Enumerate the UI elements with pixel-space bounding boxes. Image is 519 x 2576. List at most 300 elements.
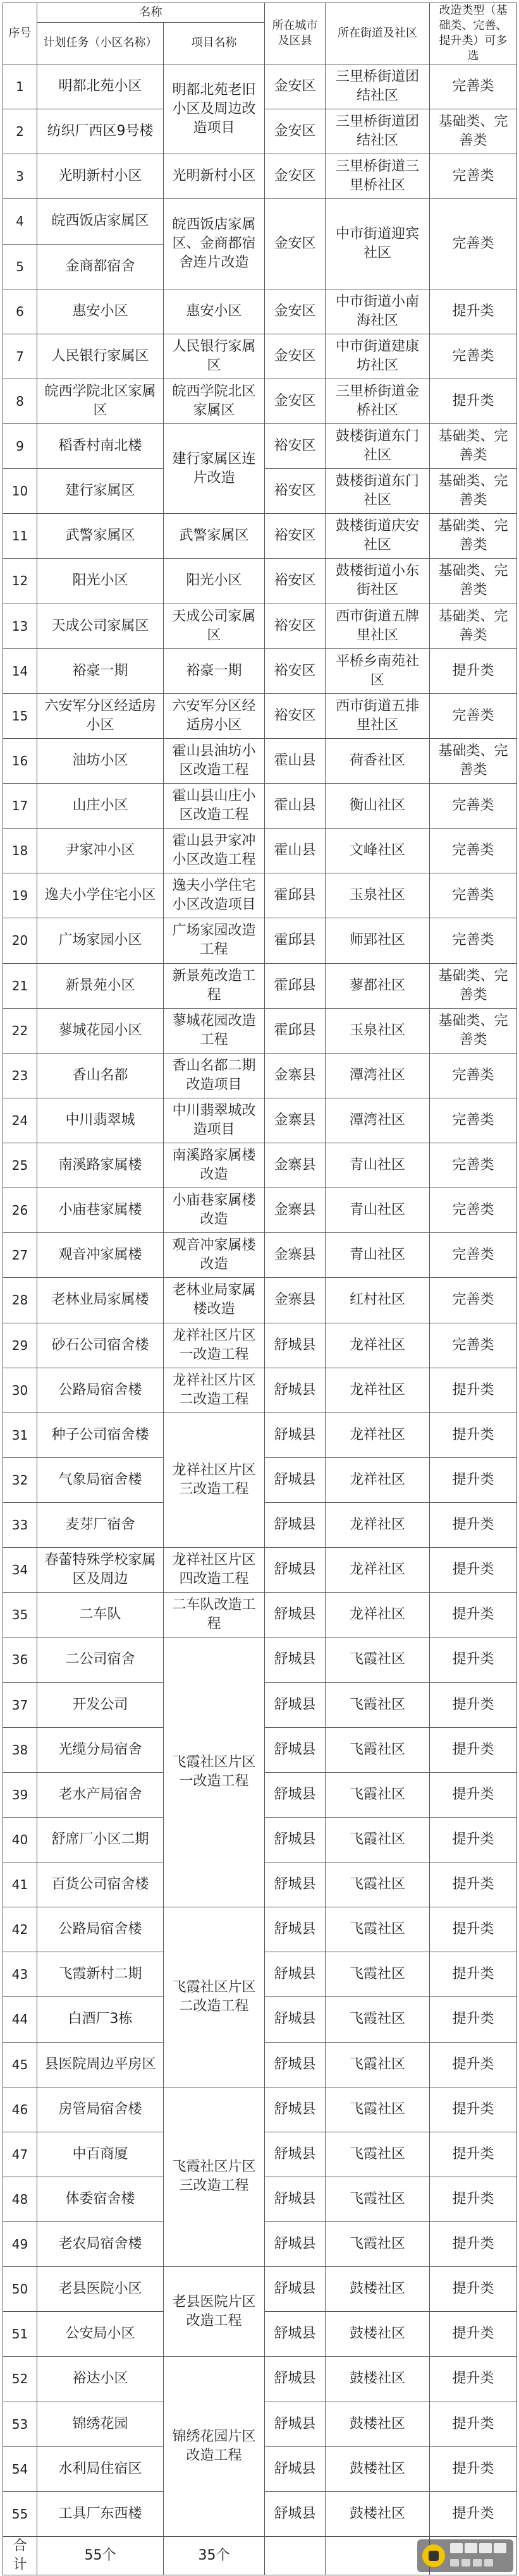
row-type: 完善类 [430, 918, 517, 963]
row-type: 基础类、完善类 [430, 469, 517, 514]
row-task-name: 房管局宿舍楼 [37, 2087, 164, 2132]
row-street: 文峰社区 [326, 829, 430, 873]
row-city: 裕安区 [265, 648, 326, 693]
row-project-name: 中川翡翠城改造项目 [164, 1098, 265, 1143]
table-row [3, 1008, 517, 1053]
row-street: 荷香社区 [326, 738, 430, 783]
row-project-name: 霍山县山庄小区改造工程 [164, 784, 265, 829]
row-type: 完善类 [430, 1323, 517, 1368]
row-seq: 10 [3, 469, 37, 514]
row-street: 龙祥社区 [326, 1593, 430, 1637]
row-project-name: 观音冲家属楼改造 [164, 1233, 265, 1278]
table-row [3, 1053, 517, 1098]
row-task-name: 尹家冲小区 [37, 829, 164, 873]
row-city: 舒城县 [265, 2312, 326, 2357]
row-seq: 18 [3, 829, 37, 873]
row-street: 红村社区 [326, 1278, 430, 1323]
row-task-name: 老林业局家属楼 [37, 1278, 164, 1323]
watermark-badge [417, 2539, 513, 2572]
row-type: 提升类 [430, 1952, 517, 1997]
row-task-name: 光缆分局宿舍 [37, 1727, 164, 1772]
row-seq: 30 [3, 1368, 37, 1413]
row-type: 基础类、完善类 [430, 1008, 517, 1053]
row-project-name: 裕豪一期 [164, 648, 265, 693]
table-row [3, 918, 517, 963]
table-row [3, 1188, 517, 1233]
row-seq: 41 [3, 1862, 37, 1907]
table-header [3, 3, 517, 64]
row-task-name: 体委宿舍楼 [37, 2177, 164, 2221]
header-street: 所在街道及社区 [326, 3, 430, 64]
row-street: 鼓楼社区 [326, 2446, 430, 2491]
row-seq: 53 [3, 2402, 37, 2446]
table-row [3, 784, 517, 829]
row-type: 完善类 [430, 1233, 517, 1278]
row-street: 鼓楼社区 [326, 2491, 430, 2536]
row-seq: 3 [3, 154, 37, 199]
row-street: 飞霞社区 [326, 1817, 430, 1862]
row-street: 潭湾社区 [326, 1098, 430, 1143]
table-row [3, 2087, 517, 2132]
row-task-name: 武警家属区 [37, 514, 164, 559]
row-city: 霍山县 [265, 738, 326, 783]
row-seq: 14 [3, 648, 37, 693]
header-name-group: 名称 [37, 3, 265, 23]
table-row [3, 1368, 517, 1413]
row-city: 金寨县 [265, 1053, 326, 1098]
row-street: 中市街道建康坊社区 [326, 334, 430, 379]
row-task-name: 开发公司 [37, 1682, 164, 1727]
row-street: 中市街道小南海社区 [326, 289, 430, 334]
row-task-name: 建行家属区 [37, 469, 164, 514]
row-task-name: 小庙巷家属楼 [37, 1188, 164, 1233]
row-street: 飞霞社区 [326, 1907, 430, 1952]
row-street: 飞霞社区 [326, 2132, 430, 2177]
row-project-name: 锦绣花园片区改造工程 [164, 2357, 265, 2537]
row-task-name: 逸夫小学住宅小区 [37, 873, 164, 918]
row-street: 青山社区 [326, 1188, 430, 1233]
row-project-name: 蓼城花园改造工程 [164, 1008, 265, 1053]
row-seq: 55 [3, 2491, 37, 2536]
row-project-name: 龙祥社区片区二改造工程 [164, 1368, 265, 1413]
row-street: 飞霞社区 [326, 1772, 430, 1817]
row-city: 霍邱县 [265, 918, 326, 963]
table-row [3, 559, 517, 604]
table-row [3, 64, 517, 109]
row-city: 舒城县 [265, 2132, 326, 2177]
row-task-name: 广场家园小区 [37, 918, 164, 963]
table-row [3, 154, 517, 199]
row-city: 金安区 [265, 199, 326, 289]
row-task-name: 麦芽厂宿舍 [37, 1503, 164, 1548]
row-city: 霍邱县 [265, 1008, 326, 1053]
total-projects: 35个 [164, 2537, 265, 2575]
row-seq: 34 [3, 1548, 37, 1593]
row-type: 提升类 [430, 1907, 517, 1952]
row-seq: 51 [3, 2312, 37, 2357]
row-task-name: 人民银行家属区 [37, 334, 164, 379]
row-street: 飞霞社区 [326, 1952, 430, 1997]
row-seq: 22 [3, 1008, 37, 1053]
row-city: 金安区 [265, 154, 326, 199]
table-row [3, 738, 517, 783]
table-row [3, 1637, 517, 1682]
table-row [3, 963, 517, 1008]
row-city: 霍山县 [265, 829, 326, 873]
row-street: 鼓楼街道庆安社区 [326, 514, 430, 559]
row-city: 裕安区 [265, 469, 326, 514]
row-street: 玉泉社区 [326, 1008, 430, 1053]
row-task-name: 工具厂东西楼 [37, 2491, 164, 2536]
row-project-name: 飞霞社区片区一改造工程 [164, 1637, 265, 1907]
row-project-name: 光明新村小区 [164, 154, 265, 199]
row-project-name: 建行家属区连片改造 [164, 424, 265, 514]
row-seq: 8 [3, 379, 37, 423]
row-type: 完善类 [430, 199, 517, 289]
row-city: 舒城县 [265, 1593, 326, 1637]
row-street: 西市街道五牌里社区 [326, 604, 430, 648]
row-city: 舒城县 [265, 2087, 326, 2132]
row-task-name: 纺织厂西区9号楼 [37, 109, 164, 154]
row-street: 西市街道五排里社区 [326, 693, 430, 738]
row-street: 中市街道迎宾社区 [326, 199, 430, 289]
row-type: 提升类 [430, 1772, 517, 1817]
row-project-name: 龙祥社区片区三改造工程 [164, 1413, 265, 1547]
row-type: 完善类 [430, 334, 517, 379]
row-task-name: 水利局住宿区 [37, 2446, 164, 2491]
row-seq: 42 [3, 1907, 37, 1952]
row-task-name: 南溪路家属楼 [37, 1143, 164, 1188]
row-city: 舒城县 [265, 1817, 326, 1862]
row-type: 完善类 [430, 1188, 517, 1233]
row-task-name: 金商都宿舍 [37, 244, 164, 289]
row-street: 鼓楼社区 [326, 2312, 430, 2357]
row-city: 舒城县 [265, 2402, 326, 2446]
row-type: 提升类 [430, 2267, 517, 2312]
row-task-name: 阳光小区 [37, 559, 164, 604]
row-task-name: 公路局宿舍楼 [37, 1368, 164, 1413]
row-project-name: 武警家属区 [164, 514, 265, 559]
row-type: 基础类、完善类 [430, 424, 517, 469]
row-task-name: 皖西学院北区家属区 [37, 379, 164, 423]
row-city: 金寨县 [265, 1098, 326, 1143]
row-city: 金安区 [265, 64, 326, 109]
row-street: 鼓楼社区 [326, 2267, 430, 2312]
row-street: 龙祥社区 [326, 1548, 430, 1593]
row-task-name: 天成公司家属区 [37, 604, 164, 648]
row-type: 完善类 [430, 829, 517, 873]
row-task-name: 气象局宿舍楼 [37, 1457, 164, 1502]
row-task-name: 稻香村南北楼 [37, 424, 164, 469]
table-row [3, 1907, 517, 1952]
row-street: 龙祥社区 [326, 1413, 430, 1457]
table-row [3, 873, 517, 918]
row-seq: 46 [3, 2087, 37, 2132]
row-city: 舒城县 [265, 1503, 326, 1548]
row-street: 鼓楼街道小东街社区 [326, 559, 430, 604]
row-project-name: 六安军分区经适房小区 [164, 693, 265, 738]
table-row [3, 693, 517, 738]
row-type: 提升类 [430, 2357, 517, 2402]
row-city: 舒城县 [265, 1368, 326, 1413]
row-type: 提升类 [430, 1682, 517, 1727]
total-empty-cell [326, 2537, 430, 2575]
row-city: 舒城县 [265, 1772, 326, 1817]
row-seq: 31 [3, 1413, 37, 1457]
row-seq: 21 [3, 963, 37, 1008]
row-type: 基础类、完善类 [430, 738, 517, 783]
row-street: 龙祥社区 [326, 1503, 430, 1548]
row-street: 飞霞社区 [326, 1637, 430, 1682]
table-row [3, 1413, 517, 1457]
row-type: 提升类 [430, 2312, 517, 2357]
row-project-name: 龙祥社区片区四改造工程 [164, 1548, 265, 1593]
row-seq: 44 [3, 1997, 37, 2042]
total-empty-cell [265, 2537, 326, 2575]
row-type: 完善类 [430, 1143, 517, 1188]
row-city: 霍山县 [265, 784, 326, 829]
row-type: 提升类 [430, 2042, 517, 2087]
row-task-name: 舒席厂小区二期 [37, 1817, 164, 1862]
row-street: 飞霞社区 [326, 1862, 430, 1907]
row-task-name: 二车队 [37, 1593, 164, 1637]
row-task-name: 中川翡翠城 [37, 1098, 164, 1143]
row-type: 基础类、完善类 [430, 109, 517, 154]
row-city: 舒城县 [265, 1907, 326, 1952]
row-seq: 50 [3, 2267, 37, 2312]
table-row [3, 199, 517, 244]
row-seq: 16 [3, 738, 37, 783]
row-project-name: 老县医院片区改造工程 [164, 2267, 265, 2357]
row-seq: 32 [3, 1457, 37, 1502]
total-label: 合计 [3, 2537, 37, 2575]
table-row [3, 1278, 517, 1323]
row-task-name: 锦绣花园 [37, 2402, 164, 2446]
row-seq: 39 [3, 1772, 37, 1817]
row-city: 舒城县 [265, 1727, 326, 1772]
row-street: 三里桥街道团结社区 [326, 64, 430, 109]
table-row [3, 334, 517, 379]
row-street: 三里桥街道团结社区 [326, 109, 430, 154]
row-city: 舒城县 [265, 1548, 326, 1593]
row-task-name: 公安局小区 [37, 2312, 164, 2357]
row-type: 提升类 [430, 289, 517, 334]
row-type: 提升类 [430, 2491, 517, 2536]
row-seq: 11 [3, 514, 37, 559]
row-task-name: 二公司宿舍 [37, 1637, 164, 1682]
row-type: 提升类 [430, 648, 517, 693]
row-seq: 29 [3, 1323, 37, 1368]
row-type: 基础类、完善类 [430, 514, 517, 559]
row-project-name: 香山名都二期改造项目 [164, 1053, 265, 1098]
header-type: 改造类型（基础类、完善、提升类）可多选 [430, 3, 517, 64]
row-project-name: 阳光小区 [164, 559, 265, 604]
row-task-name: 光明新村小区 [37, 154, 164, 199]
row-project-name: 逸夫小学住宅小区改造项目 [164, 873, 265, 918]
row-type: 完善类 [430, 784, 517, 829]
row-type: 提升类 [430, 379, 517, 423]
row-task-name: 春蕾特殊学校家属区及周边 [37, 1548, 164, 1593]
row-seq: 17 [3, 784, 37, 829]
row-street: 飞霞社区 [326, 2177, 430, 2221]
row-seq: 47 [3, 2132, 37, 2177]
row-type: 完善类 [430, 693, 517, 738]
row-seq: 33 [3, 1503, 37, 1548]
row-task-name: 百货公司宿舍楼 [37, 1862, 164, 1907]
table-row [3, 829, 517, 873]
row-project-name: 惠安小区 [164, 289, 265, 334]
row-city: 霍邱县 [265, 873, 326, 918]
row-task-name: 山庄小区 [37, 784, 164, 829]
row-seq: 20 [3, 918, 37, 963]
row-city: 裕安区 [265, 424, 326, 469]
app-logo-icon [422, 2544, 445, 2567]
row-type: 基础类、完善类 [430, 559, 517, 604]
row-seq: 54 [3, 2446, 37, 2491]
row-task-name: 六安军分区经适房小区 [37, 693, 164, 738]
row-task-name: 砂石公司宿舍楼 [37, 1323, 164, 1368]
row-city: 裕安区 [265, 514, 326, 559]
row-street: 飞霞社区 [326, 1682, 430, 1727]
row-street: 龙祥社区 [326, 1368, 430, 1413]
row-street: 三里桥街道金桥社区 [326, 379, 430, 423]
row-street: 三里桥街道三里桥社区 [326, 154, 430, 199]
row-street: 潭湾社区 [326, 1053, 430, 1098]
watermark-logo-text [450, 2543, 511, 2555]
row-type: 提升类 [430, 2087, 517, 2132]
row-task-name: 老县医院小区 [37, 2267, 164, 2312]
table-row [3, 1593, 517, 1637]
row-seq: 23 [3, 1053, 37, 1098]
table-row [3, 2357, 517, 2402]
row-type: 基础类、完善类 [430, 604, 517, 648]
row-seq: 19 [3, 873, 37, 918]
row-city: 舒城县 [265, 2267, 326, 2312]
row-street: 龙祥社区 [326, 1457, 430, 1502]
row-seq: 43 [3, 1952, 37, 1997]
row-task-name: 皖西饭店家属区 [37, 199, 164, 244]
row-city: 舒城县 [265, 1637, 326, 1682]
row-type: 提升类 [430, 2446, 517, 2491]
row-seq: 5 [3, 244, 37, 289]
row-seq: 49 [3, 2222, 37, 2267]
row-city: 金寨县 [265, 1143, 326, 1188]
row-task-name: 裕豪一期 [37, 648, 164, 693]
header-city: 所在城市及区县 [265, 3, 326, 64]
row-task-name: 老水产局宿舍 [37, 1772, 164, 1817]
table-row [3, 2267, 517, 2312]
row-task-name: 新景苑小区 [37, 963, 164, 1008]
row-seq: 36 [3, 1637, 37, 1682]
row-seq: 13 [3, 604, 37, 648]
row-type: 提升类 [430, 1413, 517, 1457]
row-street: 飞霞社区 [326, 2042, 430, 2087]
row-city: 裕安区 [265, 559, 326, 604]
row-city: 舒城县 [265, 2491, 326, 2536]
table-row [3, 604, 517, 648]
row-street: 玉泉社区 [326, 873, 430, 918]
row-street: 青山社区 [326, 1143, 430, 1188]
row-city: 金安区 [265, 109, 326, 154]
row-seq: 28 [3, 1278, 37, 1323]
row-project-name: 广场家园改造工程 [164, 918, 265, 963]
row-seq: 2 [3, 109, 37, 154]
row-type: 提升类 [430, 1817, 517, 1862]
row-city: 舒城县 [265, 2357, 326, 2402]
row-type: 提升类 [430, 2402, 517, 2446]
row-seq: 45 [3, 2042, 37, 2087]
row-street: 鼓楼街道东门社区 [326, 424, 430, 469]
row-street: 鼓楼社区 [326, 2357, 430, 2402]
row-type: 提升类 [430, 2222, 517, 2267]
row-city: 舒城县 [265, 2446, 326, 2491]
row-city: 舒城县 [265, 1413, 326, 1457]
row-type: 提升类 [430, 2177, 517, 2221]
renovation-plan-table [3, 3, 517, 2575]
row-task-name: 县医院周边平房区 [37, 2042, 164, 2087]
table-row [3, 1323, 517, 1368]
table-row [3, 379, 517, 423]
row-project-name: 皖西饭店家属区、金商都宿舍连片改造 [164, 199, 265, 289]
row-type: 提升类 [430, 1503, 517, 1548]
row-city: 霍邱县 [265, 963, 326, 1008]
row-task-name: 明都北苑小区 [37, 64, 164, 109]
row-task-name: 油坊小区 [37, 738, 164, 783]
row-seq: 12 [3, 559, 37, 604]
row-street: 蓼都社区 [326, 963, 430, 1008]
row-type: 提升类 [430, 1368, 517, 1413]
row-street: 飞霞社区 [326, 2087, 430, 2132]
row-street: 平桥乡南苑社区 [326, 648, 430, 693]
row-street: 龙祥社区 [326, 1323, 430, 1368]
table-row [3, 648, 517, 693]
row-seq: 24 [3, 1098, 37, 1143]
row-city: 舒城县 [265, 2042, 326, 2087]
row-street: 飞霞社区 [326, 1997, 430, 2042]
table-row [3, 289, 517, 334]
row-task-name: 裕达小区 [37, 2357, 164, 2402]
row-project-name: 明都北苑老旧小区及周边改造项目 [164, 64, 265, 154]
row-street: 衡山社区 [326, 784, 430, 829]
row-task-name: 香山名都 [37, 1053, 164, 1098]
row-seq: 35 [3, 1593, 37, 1637]
row-seq: 48 [3, 2177, 37, 2221]
row-project-name: 霍山县尹家冲小区改造工程 [164, 829, 265, 873]
row-type: 提升类 [430, 1593, 517, 1637]
row-task-name: 飞霞新村二期 [37, 1952, 164, 1997]
row-type: 提升类 [430, 1548, 517, 1593]
row-type: 提升类 [430, 1997, 517, 2042]
row-type: 完善类 [430, 1053, 517, 1098]
row-city: 舒城县 [265, 1997, 326, 2042]
row-city: 舒城县 [265, 1952, 326, 1997]
row-seq: 1 [3, 64, 37, 109]
row-type: 提升类 [430, 1727, 517, 1772]
row-type: 提升类 [430, 2132, 517, 2177]
row-city: 舒城县 [265, 1862, 326, 1907]
row-project-name: 南溪路家属楼改造 [164, 1143, 265, 1188]
table-row [3, 1548, 517, 1593]
row-street: 师郢社区 [326, 918, 430, 963]
row-street: 鼓楼街道东门社区 [326, 469, 430, 514]
row-project-name: 人民银行家属区 [164, 334, 265, 379]
row-seq: 15 [3, 693, 37, 738]
row-project-name: 小庙巷家属楼改造 [164, 1188, 265, 1233]
total-tasks: 55个 [37, 2537, 164, 2575]
row-project-name: 皖西学院北区家属区 [164, 379, 265, 423]
row-city: 舒城县 [265, 2177, 326, 2221]
watermark-subtext [450, 2557, 511, 2567]
